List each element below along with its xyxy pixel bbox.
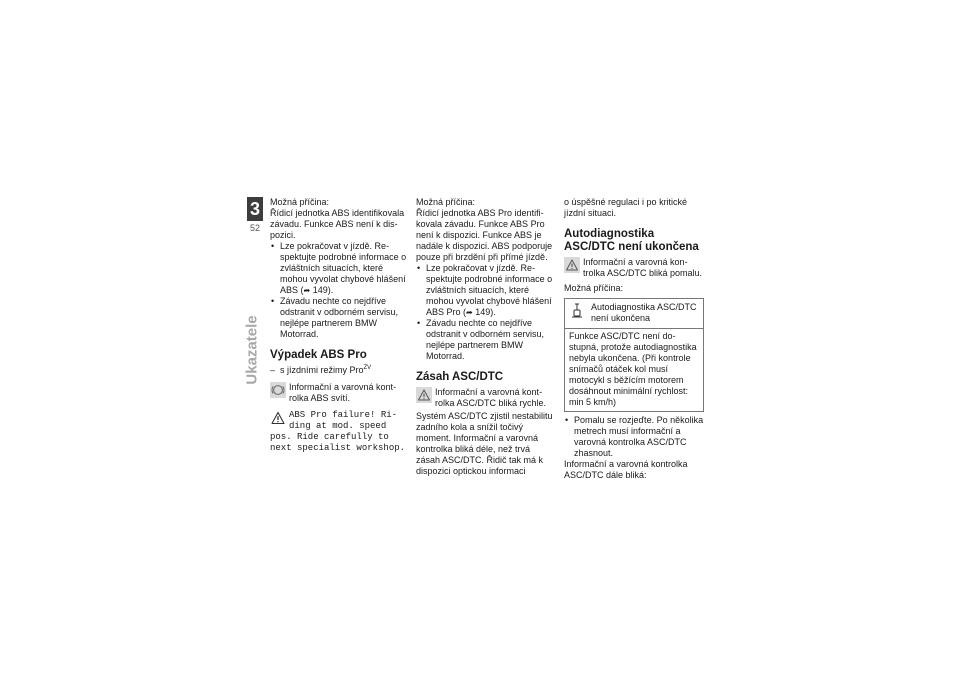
body-text: Systém ASC/DTC zjistil nestabilitu zadního kola a snížil točivý moment. Informační a varovná kontrolka bliká déle, než trvá zásah ASC/DTC. Řidič tak má k dispozici optickou informaci <box>416 411 553 476</box>
motorcycle-traction-icon <box>569 302 585 318</box>
text-column-1 <box>270 197 410 454</box>
chapter-side-title: Ukazatele <box>243 315 261 385</box>
bullet-text: Lze pokračovat v jízdě. Respektujte podrobné informace o zvláštních situacích, které mohou vyvolat chybové hlášení ABS Pro ( <box>426 263 553 317</box>
section-heading-asc-dtc-intervention: Zásah ASC/DTC <box>416 371 504 383</box>
chapter-number: 3 <box>247 197 263 221</box>
cause-text: Řídicí jednotka ABS Pro identifikovala závadu. Funkce ABS Pro není k dispozici. Funkce ABS je nadále k dispozici. ABS podporuje pouze při brzdění při přímé jízdě. <box>416 208 553 262</box>
equipment-note <box>270 365 410 376</box>
indicator-note <box>564 257 704 279</box>
bullet-list <box>564 415 704 459</box>
asc-dtc-indicator-light-icon <box>564 257 580 273</box>
info-box-body: Funkce ASC/DTC není dostupná, protože autodiagnostika nebyla ukončena. (Při kontrole snímačů otáček kol musí motocykl s běžícím motorem dosáhnout minimální rychlost: min 5 km/h) <box>569 331 697 407</box>
cause-label: Možná příčina: <box>416 197 476 207</box>
bullet-list <box>270 241 410 340</box>
cause-label: Možná příčina: <box>564 283 624 293</box>
bullet-text: Lze pokračovat v jízdě. Respektujte podrobné informace o zvláštních situacích, které mohou vyvolat chybové hlášení ABS ( <box>280 241 407 295</box>
indicator-note-text: Informační a varovná kontrolka ABS svítí. <box>289 382 397 403</box>
continuation-text: o úspěšné regulaci i po kritické jízdní situaci. <box>564 197 688 218</box>
indicator-note <box>270 382 410 404</box>
warning-triangle-icon <box>270 410 286 426</box>
indicator-note-text: Informační a varovná kontrolka ASC/DTC bliká rychle. <box>435 387 547 408</box>
optional-equipment-mark: ZV <box>363 365 372 371</box>
bullet-text: Závadu nechte co nejdříve odstranit v odborném servisu, nejlépe partnerem BMW Motorrad. <box>426 318 545 361</box>
page-reference-arrow-icon: ➦ <box>303 286 311 295</box>
page-reference[interactable]: 149). <box>312 285 334 295</box>
display-warning-text <box>270 410 410 454</box>
list-item <box>564 415 704 459</box>
cause-text: Řídicí jednotka ABS identifikovala závadu. Funkce ABS není k dispozici. <box>270 208 405 240</box>
section-heading-abs-pro-failure: Výpadek ABS Pro <box>270 349 367 361</box>
warning-message-head: ABS Pro failure! Riding at mod. speed <box>289 410 398 431</box>
warning-row <box>270 410 410 432</box>
info-box-header <box>565 299 703 329</box>
page-number: 52 <box>249 223 260 233</box>
indicator-note-text: Informační a varovná kontrolka ASC/DTC bliká pomalu. <box>583 257 703 278</box>
bullet-text: Pomalu se rozjeďte. Po několika metrech musí informační a varovná kontrolka ASC/DTC zhasnout. <box>574 415 704 458</box>
cause-label: Možná příčina: <box>270 197 330 207</box>
bullet-list <box>416 263 556 362</box>
abs-indicator-light-icon <box>270 382 286 398</box>
section-heading-self-diagnosis: Autodiagnostika ASC/DTC není ukončena <box>564 228 699 253</box>
warning-message-rest: pos. Ride carefully to next specialist workshop. <box>270 432 406 453</box>
page-reference[interactable]: 149). <box>475 307 496 317</box>
info-box-title: Autodiagnostika ASC/DTC není ukončena <box>591 302 697 323</box>
indicator-note <box>416 387 556 409</box>
equipment-note-text: s jízdními režimy Pro$^{ZV}$ <box>280 365 372 375</box>
dash-marker: – <box>270 365 276 375</box>
list-item <box>270 241 410 296</box>
info-box <box>564 298 704 412</box>
list-item <box>270 296 410 340</box>
list-item <box>416 318 556 362</box>
asc-dtc-indicator-light-icon <box>416 387 432 403</box>
page-reference-arrow-icon: ➦ <box>466 308 473 317</box>
text-column-3 <box>564 197 704 481</box>
text-column-2 <box>416 197 556 477</box>
bullet-text: Závadu nechte co nejdříve odstranit v odborném servisu, nejlépe partnerem BMW Motorrad. <box>280 296 399 339</box>
list-item <box>416 263 556 318</box>
tail-text: Informační a varovná kontrolka ASC/DTC dále bliká: <box>564 459 688 480</box>
